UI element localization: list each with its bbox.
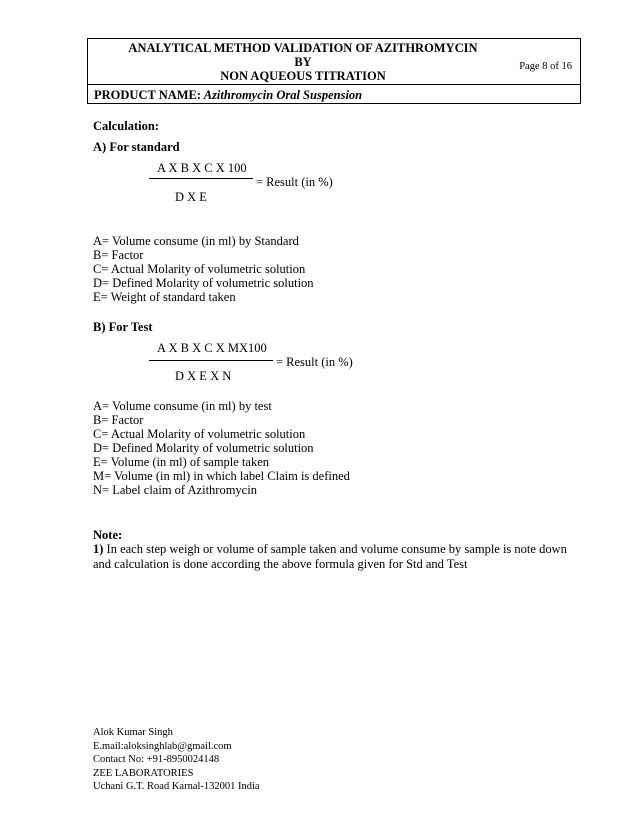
note-heading: Note: xyxy=(93,528,123,542)
footer-address: Uchani G.T. Road Karnal-132001 India xyxy=(93,781,260,792)
note-line-1 xyxy=(93,542,567,556)
standard-def-d: D= Defined Molarity of volumetric solution xyxy=(93,276,314,290)
note-number: 1) xyxy=(93,542,104,556)
calculation-heading: Calculation: xyxy=(93,119,159,133)
note-line-2: and calculation is done according the above formula given for Std and Test xyxy=(93,557,468,571)
test-def-m: M= Volume (in ml) in which label Claim is defined xyxy=(93,469,350,483)
standard-heading: A) For standard xyxy=(93,140,180,154)
product-name: Azithromycin Oral Suspension xyxy=(203,88,363,102)
test-def-n: N= Label claim of Azithromycin xyxy=(93,483,257,497)
test-formula-denominator: D X E X N xyxy=(175,369,232,383)
test-def-a: A= Volume consume (in ml) by test xyxy=(93,399,272,413)
document-footer xyxy=(93,726,260,794)
footer-company: ZEE LABORATORIES xyxy=(93,767,194,779)
footer-email: E.mail:aloksinghlab@gmail.com xyxy=(93,740,232,752)
document-header xyxy=(87,38,581,104)
product-name-line xyxy=(94,88,362,103)
title-line-2: BY xyxy=(294,55,312,69)
standard-formula-denominator: D X E xyxy=(175,190,207,204)
test-def-c: C= Actual Molarity of volumetric solution xyxy=(93,427,306,441)
footer-author: Alok Kumar Singh xyxy=(93,727,173,738)
title-line-3: NON AQUEOUS TITRATION xyxy=(220,69,386,83)
standard-def-a: A= Volume consume (in ml) by Standard xyxy=(93,234,299,248)
standard-fraction-bar xyxy=(149,178,253,179)
page-number: Page 8 of 16 xyxy=(519,61,572,72)
product-label: PRODUCT NAME: xyxy=(94,88,202,102)
test-heading: B) For Test xyxy=(93,320,153,334)
test-formula-numerator: A X B X C X MX100 xyxy=(157,341,267,355)
header-title-block xyxy=(88,39,580,85)
standard-formula-numerator: A X B X C X 100 xyxy=(157,161,247,175)
test-def-b: B= Factor xyxy=(93,413,144,427)
test-def-d: D= Defined Molarity of volumetric solution xyxy=(93,441,314,455)
standard-def-b: B= Factor xyxy=(93,248,144,262)
footer-contact: Contact No: +91-8950024148 xyxy=(93,754,220,765)
note-line-1-text: In each step weigh or volume of sample taken and volume consume by sample is note down xyxy=(106,542,567,556)
standard-def-c: C= Actual Molarity of volumetric solution xyxy=(93,262,306,276)
standard-def-e: E= Weight of standard taken xyxy=(93,290,236,304)
title-line-1: ANALYTICAL METHOD VALIDATION OF AZITHROMYCIN xyxy=(128,41,478,55)
test-fraction-bar xyxy=(149,360,273,361)
test-formula-result: = Result (in %) xyxy=(276,355,353,369)
test-def-e: E= Volume (in ml) of sample taken xyxy=(93,455,270,469)
standard-formula-result: = Result (in %) xyxy=(256,175,333,189)
